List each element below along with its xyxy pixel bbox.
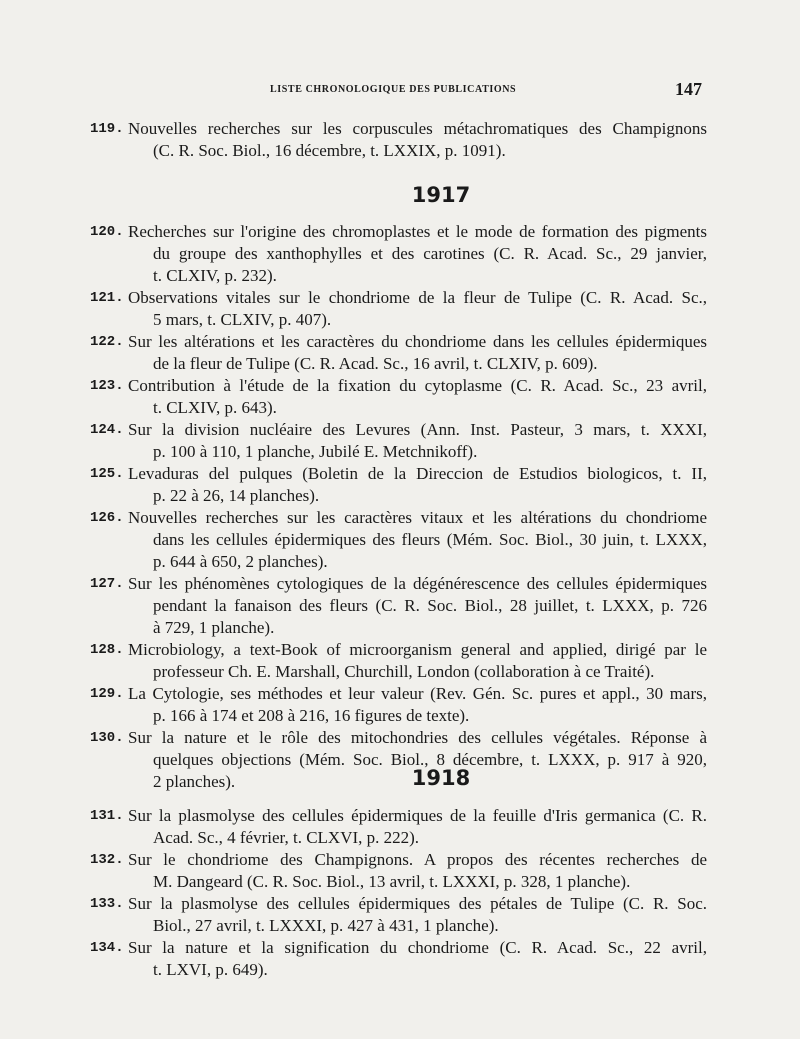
citation-line: pendant la fanaison des fleurs (C. R. Soc. Biol., 28 juillet, t. LXXX, p. 726 <box>153 596 707 615</box>
entry-number: 119. <box>90 121 124 137</box>
citation-line: Sur le chondriome des Champignons. A propos des récentes recherches de <box>128 850 707 869</box>
entry-citation <box>128 573 707 639</box>
entry-citation <box>128 221 707 287</box>
entry-number: 120. <box>90 224 124 240</box>
publication-entry <box>90 331 707 375</box>
publication-entry <box>90 805 707 849</box>
citation-line: Levaduras del pulques (Boletin de la Direccion de Estudios biologicos, t. II, <box>128 464 707 483</box>
publication-entry <box>90 287 707 331</box>
citation-line: quelques objections (Mém. Soc. Biol., 8 décembre, t. LXXX, p. 917 à 920, <box>153 750 707 769</box>
citation-line: Acad. Sc., 4 février, t. CLXVI, p. 222). <box>153 828 420 847</box>
citation-line: professeur Ch. E. Marshall, Churchill, London (collaboration à ce Traité). <box>153 662 655 681</box>
publication-entry <box>90 639 707 683</box>
section-1918 <box>90 766 707 981</box>
section-pre-1917 <box>90 118 707 162</box>
citation-line: Sur la nature et le rôle des mitochondries des cellules végétales. Réponse à <box>128 728 707 747</box>
entry-citation <box>128 331 707 375</box>
citation-line: Microbiology, a text-Book of microorganism general and applied, dirigé par le <box>128 640 707 659</box>
entry-citation <box>128 893 707 937</box>
entry-number: 128. <box>90 642 124 658</box>
section-1917 <box>90 183 707 793</box>
citation-line: Sur la plasmolyse des cellules épidermiques de la feuille d'Iris germanica (C. R. <box>128 806 707 825</box>
entry-number: 127. <box>90 576 124 592</box>
publication-entry <box>90 573 707 639</box>
citation-line: M. Dangeard (C. R. Soc. Biol., 13 avril, t. LXXXI, p. 328, 1 planche). <box>153 872 631 891</box>
citation-line: Biol., 27 avril, t. LXXXI, p. 427 à 431, 1 planche). <box>153 916 499 935</box>
publication-entry <box>90 419 707 463</box>
entry-number: 126. <box>90 510 124 526</box>
publication-entry <box>90 375 707 419</box>
entry-citation <box>128 805 707 849</box>
citation-line: Sur les altérations et les caractères du chondriome dans les cellules épidermiques <box>128 332 707 351</box>
publication-entry <box>90 507 707 573</box>
citation-line: Sur la division nucléaire des Levures (Ann. Inst. Pasteur, 3 mars, t. XXXI, <box>128 420 707 439</box>
running-title: LISTE CHRONOLOGIQUE DES PUBLICATIONS <box>270 84 517 95</box>
citation-line: Observations vitales sur le chondriome de la fleur de Tulipe (C. R. Acad. Sc., <box>128 288 707 307</box>
publication-entry <box>90 221 707 287</box>
publication-entry <box>90 463 707 507</box>
citation-line: du groupe des xanthophylles et des carotines (C. R. Acad. Sc., 29 janvier, <box>153 244 707 263</box>
entry-citation <box>128 419 707 463</box>
citation-line: La Cytologie, ses méthodes et leur valeur (Rev. Gén. Sc. pures et appl., 30 mars, <box>128 684 707 703</box>
entry-number: 123. <box>90 378 124 394</box>
year-heading: 1917 <box>411 183 471 207</box>
entry-citation <box>128 118 707 162</box>
page-number: 147 <box>675 79 702 99</box>
entry-citation <box>128 639 707 683</box>
citation-line: de la fleur de Tulipe (C. R. Acad. Sc., 16 avril, t. CLXIV, p. 609). <box>153 354 598 373</box>
publication-entry <box>90 118 707 162</box>
citation-line: Recherches sur l'origine des chromoplastes et le mode de formation des pigments <box>128 222 707 241</box>
entry-citation <box>128 463 707 507</box>
publication-entry <box>90 937 707 981</box>
citation-line: Nouvelles recherches sur les corpuscules métachromatiques des Champignons <box>128 119 707 138</box>
entry-number: 133. <box>90 896 124 912</box>
citation-line: 2 planches). <box>153 772 236 791</box>
citation-line: p. 100 à 110, 1 planche, Jubilé E. Metchnikoff). <box>153 442 478 461</box>
citation-line: (C. R. Soc. Biol., 16 décembre, t. LXXIX, p. 1091). <box>153 141 506 160</box>
entry-citation <box>128 683 707 727</box>
citation-line: p. 22 à 26, 14 planches). <box>153 486 320 505</box>
citation-line: Nouvelles recherches sur les caractères vitaux et les altérations du chondriome <box>128 508 707 527</box>
citation-line: t. CLXIV, p. 643). <box>153 398 277 417</box>
entry-citation <box>128 849 707 893</box>
entry-number: 122. <box>90 334 124 350</box>
publication-entry <box>90 893 707 937</box>
publication-entry <box>90 683 707 727</box>
citation-line: t. LXVI, p. 649). <box>153 960 268 979</box>
entry-citation <box>128 375 707 419</box>
entry-number: 130. <box>90 730 124 746</box>
citation-line: à 729, 1 planche). <box>153 618 275 637</box>
citation-line: dans les cellules épidermiques des fleurs (Mém. Soc. Biol., 30 juin, t. LXXX, <box>153 530 707 549</box>
citation-line: 5 mars, t. CLXIV, p. 407). <box>153 310 332 329</box>
entry-number: 131. <box>90 808 124 824</box>
entry-number: 129. <box>90 686 124 702</box>
entry-number: 132. <box>90 852 124 868</box>
citation-line: Sur la plasmolyse des cellules épidermiques des pétales de Tulipe (C. R. Soc. <box>128 894 707 913</box>
entry-citation <box>128 287 707 331</box>
entry-number: 124. <box>90 422 124 438</box>
citation-line: Sur la nature et la signification du chondriome (C. R. Acad. Sc., 22 avril, <box>128 938 707 957</box>
citation-line: Contribution à l'étude de la fixation du cytoplasme (C. R. Acad. Sc., 23 avril, <box>128 376 707 395</box>
citation-line: p. 166 à 174 et 208 à 216, 16 figures de texte). <box>153 706 470 725</box>
entry-citation <box>128 937 707 981</box>
entry-number: 121. <box>90 290 124 306</box>
entry-number: 134. <box>90 940 124 956</box>
citation-line: p. 644 à 650, 2 planches). <box>153 552 328 571</box>
citation-line: t. CLXIV, p. 232). <box>153 266 277 285</box>
publication-entry <box>90 849 707 893</box>
entry-number: 125. <box>90 466 124 482</box>
year-heading: 1918 <box>411 766 471 790</box>
citation-line: Sur les phénomènes cytologiques de la dégénérescence des cellules épidermiques <box>128 574 707 593</box>
entry-citation <box>128 507 707 573</box>
